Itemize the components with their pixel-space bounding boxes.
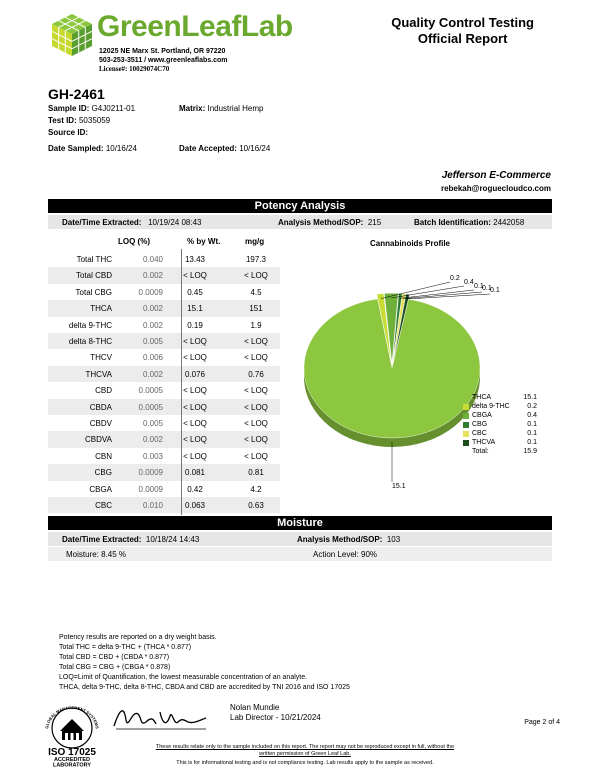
legend-label: CBGA xyxy=(472,412,492,419)
address-line: 12025 NE Marx St. Portland, OR 97220 xyxy=(99,48,226,55)
legend-value: 0.4 xyxy=(527,412,537,419)
legend-value: 0.1 xyxy=(527,430,537,437)
pie-slice-label: 0.1 xyxy=(474,283,484,290)
note-line: THCA, delta 9-THC, delta 8-THC, CBDA and CBD are accredited by TNI 2016 and ISO 17025 xyxy=(59,684,350,691)
report-title-line-2: Official Report xyxy=(417,31,508,46)
client-name: Jefferson E-Commerce xyxy=(441,170,551,181)
legend-item xyxy=(461,394,537,403)
chart-title: Cannabinoids Profile xyxy=(370,239,451,248)
table-row xyxy=(48,267,280,283)
analyte-name: delta 9-THC xyxy=(68,320,112,330)
moisture-info-bar xyxy=(48,532,552,546)
source-id-label: Source ID: xyxy=(48,128,89,137)
test-id xyxy=(48,116,110,125)
matrix xyxy=(179,104,264,113)
percent-value: < LOQ xyxy=(183,353,207,363)
moisture-extracted-label: Date/Time Extracted: xyxy=(62,535,142,544)
loq-value: 0.002 xyxy=(142,271,163,281)
seal-top-text: GLOBAL MANAGEMENT SYSTEMS xyxy=(44,705,100,730)
loq-value: 0.040 xyxy=(142,255,163,264)
table-row xyxy=(48,464,280,480)
mg-value: < LOQ xyxy=(244,386,268,396)
mg-value: < LOQ xyxy=(244,451,268,461)
page-number: Page 2 of 4 xyxy=(524,719,560,726)
analyte-name: CBDVA xyxy=(85,435,112,445)
analyte-name: CBN xyxy=(95,451,112,461)
signer-title: Lab Director - 10/21/2024 xyxy=(230,713,321,722)
legend-item xyxy=(461,412,537,421)
table-divider xyxy=(181,249,182,515)
mg-value: 0.81 xyxy=(248,468,264,478)
cannabinoids-pie-chart xyxy=(282,248,552,518)
seal-building-icon xyxy=(60,719,84,740)
mg-value: < LOQ xyxy=(244,271,268,281)
note-line: Total THC = delta 9-THC + (THCA * 0.877) xyxy=(59,644,192,651)
analyte-name: Total THC xyxy=(76,255,112,264)
moisture-result-row xyxy=(48,547,552,561)
date-accepted xyxy=(179,144,270,153)
legend-swatch xyxy=(463,440,469,446)
percent-value: 0.076 xyxy=(184,369,206,379)
analyte-name: CBC xyxy=(95,501,112,510)
legend-swatch xyxy=(463,431,469,437)
legend-label: CBG xyxy=(472,421,488,428)
analyte-name: Total CBG xyxy=(75,287,112,297)
note-line: Total CBD = CBD + (CBDA * 0.877) xyxy=(59,654,170,661)
percent-value: 0.42 xyxy=(187,484,203,494)
moisture-section-title: Moisture xyxy=(48,516,552,530)
col-header-mg: mg/g xyxy=(245,237,265,246)
legend-swatch xyxy=(463,395,469,401)
mg-value: 197.3 xyxy=(245,255,267,264)
analyte-name: delta 8-THC xyxy=(68,337,112,346)
note-line: Total CBG = CBG + (CBGA * 0.878) xyxy=(59,664,171,671)
mg-value: < LOQ xyxy=(244,337,268,346)
table-row xyxy=(48,448,280,464)
source-id xyxy=(48,128,88,137)
sample-code: GH-2461 xyxy=(48,86,105,102)
loq-value: 0.006 xyxy=(142,353,163,363)
date-accepted-value: 10/16/24 xyxy=(239,144,271,153)
mg-value: < LOQ xyxy=(244,435,268,445)
legend-item xyxy=(461,439,537,448)
potency-section-title: Potency Analysis xyxy=(48,199,552,213)
legend-total-label: Total: xyxy=(472,448,489,455)
mg-value: 0.63 xyxy=(248,501,264,510)
mg-value: 4.2 xyxy=(250,484,262,494)
moisture-extracted xyxy=(62,535,199,544)
analyte-name: THCV xyxy=(90,353,112,363)
chart-legend xyxy=(461,394,537,457)
batch-label: Batch Identification: xyxy=(414,218,491,227)
percent-value: 0.063 xyxy=(184,501,206,510)
moisture-method-value: 103 xyxy=(386,535,401,544)
loq-value: 0.002 xyxy=(142,304,163,314)
loq-value: 0.0009 xyxy=(138,484,163,494)
legend-value: 0.1 xyxy=(527,439,537,446)
lab-address xyxy=(99,47,228,74)
pie-leader-line xyxy=(381,282,450,299)
pie-slice-label: 15.1 xyxy=(392,483,406,490)
analyte-name: CBDA xyxy=(89,402,112,412)
analyte-name: Total CBD xyxy=(75,271,112,281)
loq-value: 0.005 xyxy=(142,337,163,346)
table-row xyxy=(48,481,280,497)
disclaimer-line-1: These results relate only to the sample included on this report. The report may not be reproduced except in full, without the xyxy=(155,744,455,750)
analyte-name: CBDV xyxy=(89,419,112,428)
table-row xyxy=(48,333,280,349)
loq-value: 0.0005 xyxy=(138,386,163,396)
license-line: License#: 10029074C70 xyxy=(99,65,170,73)
analyte-name: CBGA xyxy=(89,484,112,494)
percent-value: < LOQ xyxy=(183,271,207,281)
legend-label: CBC xyxy=(472,430,487,437)
percent-value: < LOQ xyxy=(183,435,207,445)
potency-extracted-value: 10/19/24 08:43 xyxy=(148,218,202,227)
test-id-value: 5035059 xyxy=(78,116,111,125)
potency-info-bar xyxy=(48,215,552,229)
legend-total-value: 15.9 xyxy=(523,448,537,455)
sample-id-label: Sample ID: xyxy=(48,104,90,113)
disclaimer-line-2: written permission of Green Leaf Lab. xyxy=(259,751,351,757)
mg-value: 151 xyxy=(249,304,263,314)
table-row xyxy=(48,300,280,316)
report-notes xyxy=(59,633,350,693)
pie-slice-label: 0.1 xyxy=(490,287,500,294)
iso-accreditation-seal xyxy=(36,705,108,767)
sample-id-value: G4J0211-01 xyxy=(91,104,136,113)
pie-slice-label: 0.1 xyxy=(482,285,492,292)
moisture-method-label: Analysis Method/SOP: xyxy=(297,535,383,544)
percent-value: 15.1 xyxy=(187,304,203,314)
analyte-name: THCA xyxy=(90,304,112,314)
seal-sub-1: ACCREDITED xyxy=(53,757,91,763)
table-row xyxy=(48,431,280,447)
legend-total xyxy=(461,448,537,457)
legend-value: 0.2 xyxy=(527,403,537,410)
loq-value: 0.0005 xyxy=(138,402,163,412)
signature-image xyxy=(110,700,210,734)
moisture-extracted-value: 10/18/24 14:43 xyxy=(145,535,200,544)
legend-label: delta 9-THC xyxy=(472,403,510,410)
logo-cube-icon xyxy=(50,12,94,58)
potency-method xyxy=(278,218,381,227)
col-header-pct: % by Wt. xyxy=(187,237,221,246)
loq-value: 0.002 xyxy=(142,369,163,379)
date-sampled xyxy=(48,144,137,153)
legend-item xyxy=(461,421,537,430)
legend-value: 15.1 xyxy=(523,394,537,401)
pie-slice-label: 0.2 xyxy=(450,275,460,282)
percent-value: 0.19 xyxy=(187,320,203,330)
note-line: LOQ=Limit of Quantification, the lowest measurable concentration of an analyte. xyxy=(59,674,308,681)
loq-value: 0.0009 xyxy=(138,468,163,478)
percent-value: < LOQ xyxy=(183,419,207,428)
table-row xyxy=(48,382,280,398)
col-header-loq: LOQ (%) xyxy=(118,237,150,246)
mg-value: < LOQ xyxy=(244,353,268,363)
legend-swatch xyxy=(463,413,469,419)
table-row xyxy=(48,366,280,382)
mg-value: 0.76 xyxy=(248,369,264,379)
mg-value: 1.9 xyxy=(250,320,262,330)
potency-extracted-label: Date/Time Extracted: xyxy=(62,218,142,227)
table-row xyxy=(48,415,280,431)
mg-value: < LOQ xyxy=(244,419,268,428)
percent-value: < LOQ xyxy=(183,337,207,346)
matrix-value: Industrial Hemp xyxy=(207,104,264,113)
legend-swatch xyxy=(463,404,469,410)
loq-value: 0.002 xyxy=(142,320,163,330)
percent-value: 0.081 xyxy=(184,468,206,478)
date-accepted-label: Date Accepted: xyxy=(179,144,237,153)
percent-value: 0.45 xyxy=(187,287,203,297)
brand-name: GreenLeafLab xyxy=(97,10,293,43)
percent-value: < LOQ xyxy=(183,451,207,461)
percent-value: < LOQ xyxy=(183,386,207,396)
note-line: Potency results are reported on a dry weight basis. xyxy=(59,634,217,641)
signer-block xyxy=(230,703,321,723)
batch-id xyxy=(414,218,524,227)
legend-value: 0.1 xyxy=(527,421,537,428)
potency-extracted xyxy=(62,218,202,227)
report-title-line-1: Quality Control Testing xyxy=(391,15,534,30)
table-row xyxy=(48,317,280,333)
test-id-label: Test ID: xyxy=(48,116,77,125)
date-sampled-label: Date Sampled: xyxy=(48,144,104,153)
table-row xyxy=(48,251,280,267)
matrix-label: Matrix: xyxy=(179,104,206,113)
report-title xyxy=(391,15,534,47)
moisture-method xyxy=(297,535,400,544)
loq-value: 0.002 xyxy=(142,435,163,445)
action-level: Action Level: 90% xyxy=(313,550,378,559)
contact-line: 503-253-3511 / www.greenleaflabs.com xyxy=(99,57,228,64)
table-row xyxy=(48,349,280,365)
seal-sub-2: LABORATORY xyxy=(52,762,92,767)
potency-method-label: Analysis Method/SOP: xyxy=(278,218,364,227)
table-row xyxy=(48,284,280,300)
signer-name: Nolan Mundie xyxy=(230,703,280,712)
pie-slice-label: 0.4 xyxy=(464,279,474,286)
batch-value: 2442058 xyxy=(493,218,525,227)
mg-value: 4.5 xyxy=(250,287,262,297)
seal-main-text: ISO 17025 xyxy=(48,747,96,758)
disclaimer-line-3: This is for informational testing and is not compliance testing. Lab results apply to the sample as received. xyxy=(176,760,434,766)
analyte-name: CBD xyxy=(95,386,112,396)
loq-value: 0.003 xyxy=(142,451,163,461)
date-sampled-value: 10/16/24 xyxy=(105,144,137,153)
percent-value: 13.43 xyxy=(184,255,206,264)
client-email: rebekah@roguecloudco.com xyxy=(440,184,551,193)
sample-id xyxy=(48,104,135,113)
disclaimer xyxy=(120,744,490,767)
legend-swatch xyxy=(463,422,469,428)
loq-value: 0.010 xyxy=(142,501,163,510)
legend-item xyxy=(461,403,537,412)
legend-item xyxy=(461,430,537,439)
loq-value: 0.005 xyxy=(142,419,163,428)
table-row xyxy=(48,497,280,513)
legend-label: THCA xyxy=(472,394,492,401)
analyte-name: THCVA xyxy=(85,369,112,379)
percent-value: < LOQ xyxy=(183,402,207,412)
legend-label: THCVA xyxy=(472,439,496,446)
analyte-name: CBG xyxy=(94,468,112,478)
moisture-value: Moisture: 8.45 % xyxy=(66,550,127,559)
mg-value: < LOQ xyxy=(244,402,268,412)
table-row xyxy=(48,399,280,415)
potency-method-value: 215 xyxy=(367,218,382,227)
loq-value: 0.0009 xyxy=(138,287,163,297)
